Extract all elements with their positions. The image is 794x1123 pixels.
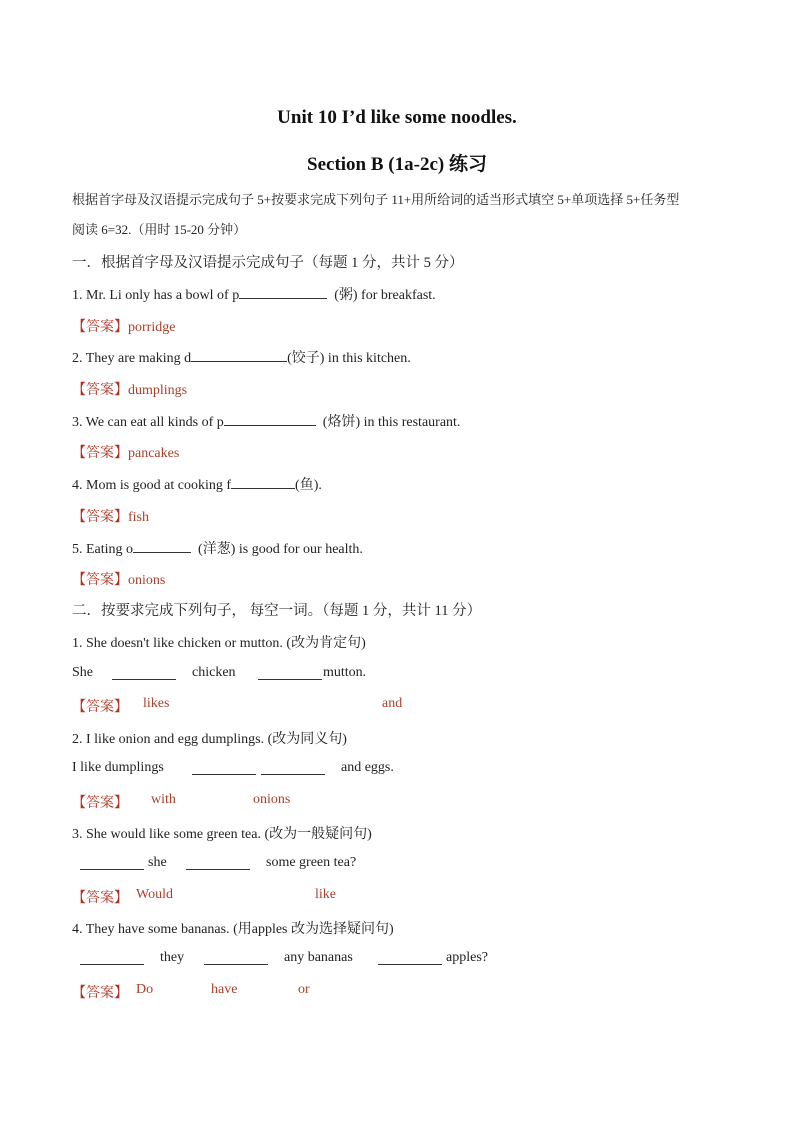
s1-q1-blank[interactable]	[239, 285, 327, 299]
answer-tag: 【答案】	[72, 796, 128, 811]
answer-tag: 【答案】	[72, 891, 128, 906]
s2-q2-word-1: I like dumplings	[72, 760, 164, 775]
s1-a2-value: dumplings	[128, 383, 188, 398]
s1-q5-text-before: 5. Eating o	[72, 542, 134, 557]
s1-a4-value: fish	[128, 510, 149, 525]
answer-tag: 【答案】	[72, 986, 128, 1001]
s1-q2-text-before: 2. They are making d	[72, 351, 192, 366]
s1-q1-text-after: (粥) for breakfast.	[334, 288, 436, 303]
s1-q3-text-after: (烙饼) in this restaurant.	[322, 415, 461, 430]
s1-answer-1	[72, 316, 175, 336]
intro-line-1: 根据首字母及汉语提示完成句子 5+按要求完成下列句子 11+用所给词的适当形式填空 5+单项选择 5+任务型	[72, 192, 680, 207]
s1-q4-text-after: (鱼).	[295, 478, 322, 493]
s1-a1-value: porridge	[128, 320, 176, 335]
s2-q2-blank-1[interactable]	[192, 761, 256, 775]
s1-question-5	[72, 538, 363, 558]
s2-q1-word-3: mutton.	[323, 665, 367, 680]
intro-line-2: 阅读 6=32.（用时 15-20 分钟）	[72, 222, 247, 237]
s2-q4-word-2: any bananas	[284, 950, 353, 965]
s2-q4-word-1: they	[160, 950, 185, 965]
s2-a2-value-2: onions	[253, 792, 291, 807]
s1-q4-text-before: 4. Mom is good at cooking f	[72, 478, 232, 493]
s2-q4-blank-1[interactable]	[80, 951, 144, 965]
s2-q4-word-3: apples?	[446, 950, 488, 965]
s2-q2-blank-2[interactable]	[261, 761, 325, 775]
s2-question-1-sentence	[72, 665, 93, 681]
answer-tag: 【答案】	[72, 700, 128, 715]
page-subtitle-text: Section B (1a-2c) 练习	[307, 154, 487, 175]
s2-question-3-prompt: 3. She would like some green tea. (改为一般疑问句)	[72, 827, 372, 842]
page-subtitle	[0, 149, 794, 176]
s1-answer-5	[72, 569, 165, 589]
s2-question-2-prompt: 2. I like onion and egg dumplings. (改为同义句)	[72, 732, 347, 747]
s2-q1-word-2: chicken	[192, 665, 236, 680]
s1-question-4	[72, 474, 322, 494]
s2-q4-blank-3[interactable]	[378, 951, 442, 965]
s2-a3-value-1: Would	[136, 887, 173, 902]
s2-q1-blank-1[interactable]	[112, 666, 176, 680]
answer-tag: 【答案】	[72, 446, 128, 461]
s1-q5-blank[interactable]	[133, 539, 191, 553]
s1-answer-3	[72, 442, 179, 462]
s2-q3-blank-1[interactable]	[80, 856, 144, 870]
answer-tag: 【答案】	[72, 320, 128, 335]
s2-answer-2-tag	[72, 792, 128, 812]
s2-a1-value-2: and	[382, 696, 403, 711]
s1-answer-4	[72, 506, 149, 526]
s1-q2-text-after: (饺子) in this kitchen.	[287, 351, 411, 366]
s1-q3-text-before: 3. We can eat all kinds of p	[72, 415, 224, 430]
s2-q3-word-2: some green tea?	[266, 855, 357, 870]
s2-question-1-prompt: 1. She doesn't like chicken or mutton. (改为肯定句)	[72, 636, 366, 651]
s2-a4-value-3: or	[298, 982, 310, 997]
s2-answer-1-tag	[72, 696, 128, 716]
s2-q1-blank-2[interactable]	[258, 666, 322, 680]
s1-q4-blank[interactable]	[231, 475, 295, 489]
section-2-heading: 二．按要求完成下列句子， 每空一词。（每题 1 分，共计 11 分）	[72, 603, 482, 619]
s2-q1-word-1: She	[72, 665, 93, 680]
s2-answer-4-tag	[72, 982, 128, 1002]
s2-q2-word-2: and eggs.	[341, 760, 394, 775]
s2-q3-word-1: she	[148, 855, 167, 870]
answer-tag: 【答案】	[72, 383, 128, 398]
s2-a3-value-2: like	[315, 887, 336, 902]
s2-a4-value-2: have	[211, 982, 238, 997]
s1-q3-blank[interactable]	[224, 412, 316, 426]
s1-a3-value: pancakes	[128, 446, 180, 461]
s1-question-1	[72, 284, 436, 304]
s2-a4-value-1: Do	[136, 982, 154, 997]
answer-tag: 【答案】	[72, 573, 128, 588]
s2-a1-value-1: likes	[143, 696, 170, 711]
s2-a2-value-1: with	[151, 792, 176, 807]
s1-q2-blank[interactable]	[191, 348, 287, 362]
s1-q1-text-before: 1. Mr. Li only has a bowl of p	[72, 288, 240, 303]
s2-q4-blank-2[interactable]	[204, 951, 268, 965]
page-title-text: Unit 10 I’d like some noodles.	[277, 107, 517, 128]
section-1-heading: 一．根据首字母及汉语提示完成句子（每题 1 分，共计 5 分）	[72, 255, 464, 271]
s1-answer-2	[72, 379, 187, 399]
page-title	[0, 107, 794, 129]
s2-question-4-prompt: 4. They have some bananas. (用apples 改为选择疑问句)	[72, 922, 394, 937]
s2-answer-3-tag	[72, 887, 128, 907]
s1-a5-value: onions	[128, 573, 166, 588]
s1-question-3	[72, 411, 460, 431]
s1-q5-text-after: (洋葱) is good for our health.	[198, 542, 363, 557]
s1-question-2	[72, 347, 411, 367]
answer-tag: 【答案】	[72, 510, 128, 525]
s2-q3-blank-2[interactable]	[186, 856, 250, 870]
